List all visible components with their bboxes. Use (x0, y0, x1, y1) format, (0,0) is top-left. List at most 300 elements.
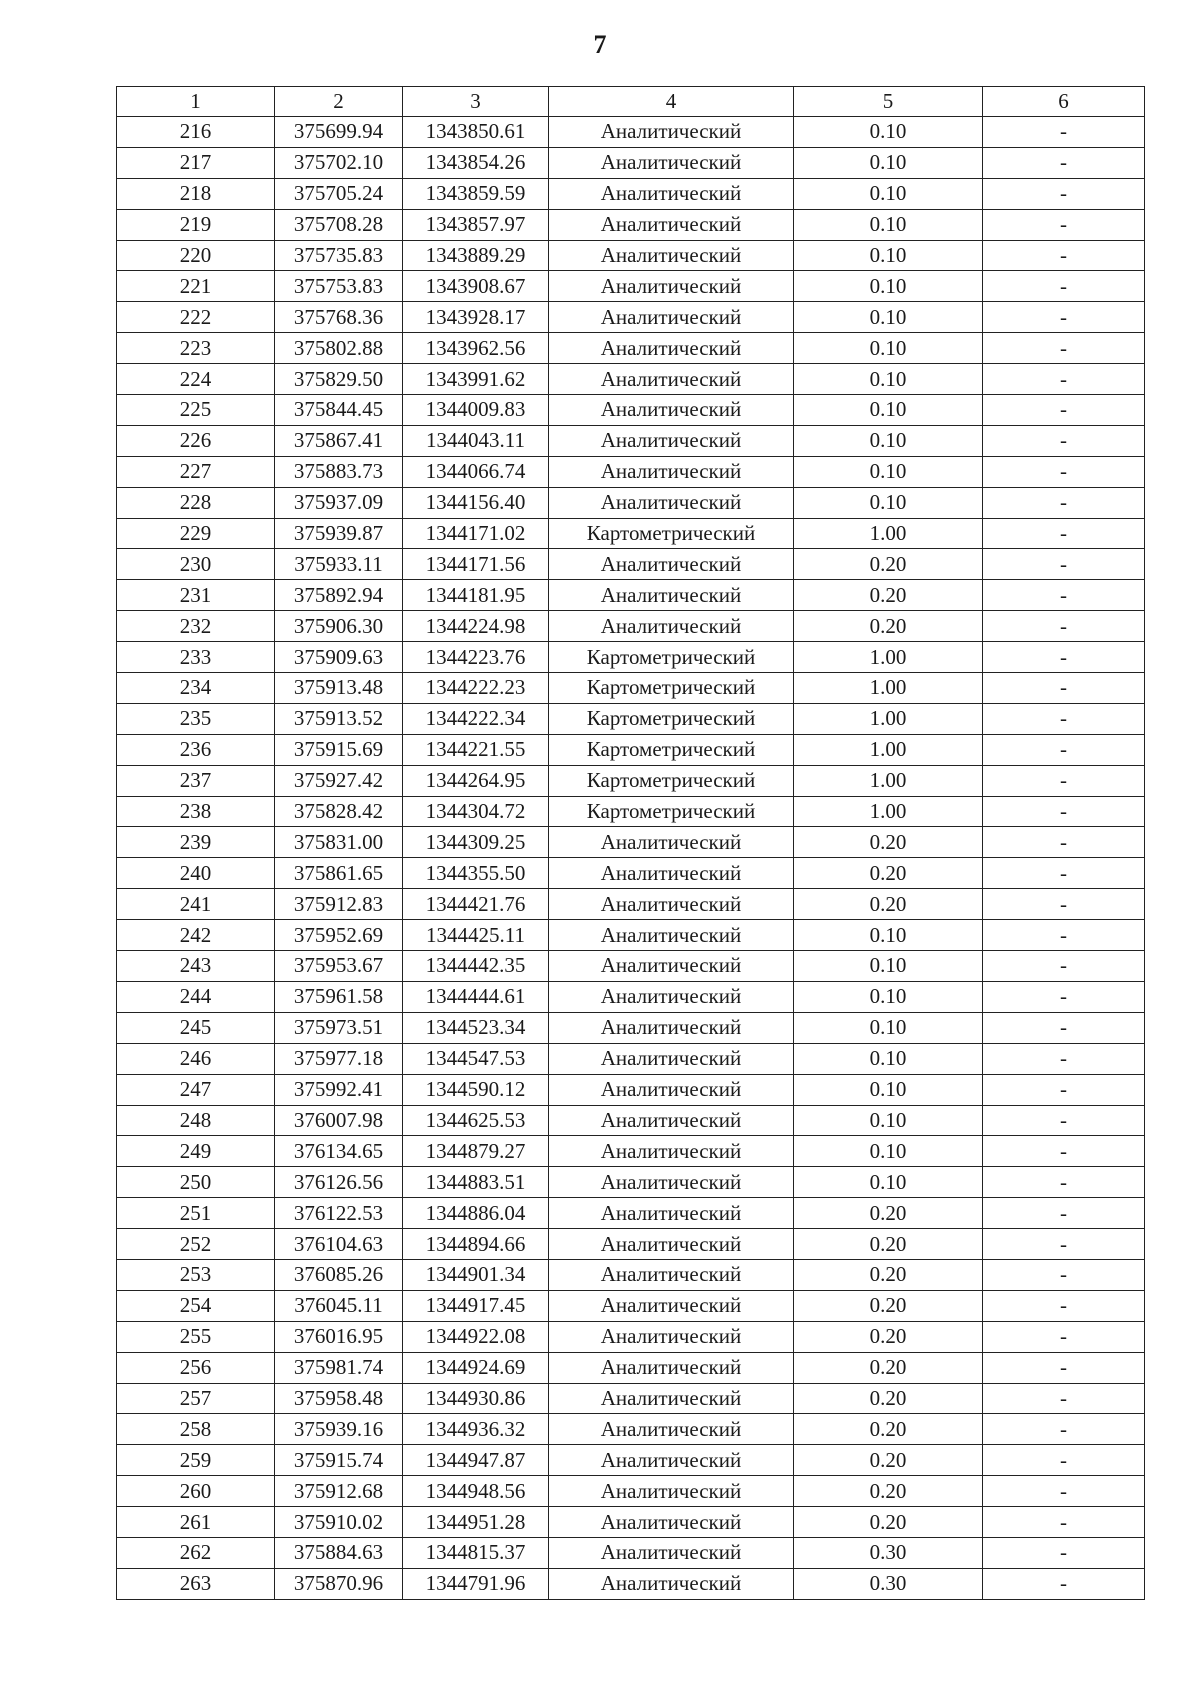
accuracy-cell: 0.10 (794, 117, 983, 148)
table-row (117, 456, 1145, 487)
table-row (117, 178, 1145, 209)
note-cell: - (983, 703, 1145, 734)
note-cell: - (983, 611, 1145, 642)
column-header-6: 6 (983, 87, 1145, 117)
method-cell: Аналитический (549, 1259, 794, 1290)
point-number-cell: 250 (117, 1167, 275, 1198)
method-cell: Аналитический (549, 1445, 794, 1476)
x-coordinate-cell: 375831.00 (275, 827, 403, 858)
note-cell: - (983, 642, 1145, 673)
y-coordinate-cell: 1344156.40 (403, 487, 549, 518)
point-number-cell: 237 (117, 765, 275, 796)
point-number-cell: 254 (117, 1290, 275, 1321)
point-number-cell: 238 (117, 796, 275, 827)
y-coordinate-cell: 1344222.34 (403, 703, 549, 734)
accuracy-cell: 0.10 (794, 487, 983, 518)
accuracy-cell: 0.20 (794, 1229, 983, 1260)
point-number-cell: 219 (117, 209, 275, 240)
x-coordinate-cell: 375961.58 (275, 981, 403, 1012)
y-coordinate-cell: 1344547.53 (403, 1043, 549, 1074)
y-coordinate-cell: 1344951.28 (403, 1507, 549, 1538)
point-number-cell: 241 (117, 889, 275, 920)
table-row (117, 1229, 1145, 1260)
column-header-4: 4 (549, 87, 794, 117)
method-cell: Аналитический (549, 1043, 794, 1074)
method-cell: Аналитический (549, 549, 794, 580)
note-cell: - (983, 827, 1145, 858)
y-coordinate-cell: 1344879.27 (403, 1136, 549, 1167)
point-number-cell: 251 (117, 1198, 275, 1229)
accuracy-cell: 1.00 (794, 673, 983, 704)
accuracy-cell: 0.20 (794, 889, 983, 920)
x-coordinate-cell: 375927.42 (275, 765, 403, 796)
accuracy-cell: 0.20 (794, 1476, 983, 1507)
accuracy-cell: 0.10 (794, 425, 983, 456)
table-row (117, 889, 1145, 920)
method-cell: Картометрический (549, 673, 794, 704)
y-coordinate-cell: 1344171.56 (403, 549, 549, 580)
accuracy-cell: 0.20 (794, 827, 983, 858)
accuracy-cell: 0.10 (794, 920, 983, 951)
method-cell: Аналитический (549, 147, 794, 178)
note-cell: - (983, 1229, 1145, 1260)
accuracy-cell: 0.20 (794, 580, 983, 611)
x-coordinate-cell: 375699.94 (275, 117, 403, 148)
point-number-cell: 223 (117, 333, 275, 364)
note-cell: - (983, 1198, 1145, 1229)
x-coordinate-cell: 375802.88 (275, 333, 403, 364)
point-number-cell: 259 (117, 1445, 275, 1476)
y-coordinate-cell: 1343854.26 (403, 147, 549, 178)
note-cell: - (983, 1568, 1145, 1599)
table-row (117, 549, 1145, 580)
accuracy-cell: 0.10 (794, 1136, 983, 1167)
point-number-cell: 248 (117, 1105, 275, 1136)
method-cell: Аналитический (549, 487, 794, 518)
y-coordinate-cell: 1344922.08 (403, 1321, 549, 1352)
y-coordinate-cell: 1344924.69 (403, 1352, 549, 1383)
method-cell: Аналитический (549, 395, 794, 426)
accuracy-cell: 0.20 (794, 1290, 983, 1321)
note-cell: - (983, 1383, 1145, 1414)
y-coordinate-cell: 1344625.53 (403, 1105, 549, 1136)
x-coordinate-cell: 375884.63 (275, 1537, 403, 1568)
table-row (117, 580, 1145, 611)
note-cell: - (983, 734, 1145, 765)
accuracy-cell: 1.00 (794, 765, 983, 796)
accuracy-cell: 0.10 (794, 1105, 983, 1136)
method-cell: Картометрический (549, 734, 794, 765)
table-row (117, 920, 1145, 951)
x-coordinate-cell: 375883.73 (275, 456, 403, 487)
method-cell: Аналитический (549, 1290, 794, 1321)
point-number-cell: 260 (117, 1476, 275, 1507)
table-row (117, 734, 1145, 765)
x-coordinate-cell: 375768.36 (275, 302, 403, 333)
table-row (117, 642, 1145, 673)
x-coordinate-cell: 375861.65 (275, 858, 403, 889)
table-row (117, 611, 1145, 642)
point-number-cell: 239 (117, 827, 275, 858)
method-cell: Картометрический (549, 796, 794, 827)
accuracy-cell: 0.10 (794, 240, 983, 271)
method-cell: Аналитический (549, 1476, 794, 1507)
accuracy-cell: 0.10 (794, 1012, 983, 1043)
method-cell: Аналитический (549, 425, 794, 456)
note-cell: - (983, 1259, 1145, 1290)
table-row (117, 981, 1145, 1012)
method-cell: Аналитический (549, 117, 794, 148)
x-coordinate-cell: 375829.50 (275, 364, 403, 395)
point-number-cell: 233 (117, 642, 275, 673)
x-coordinate-cell: 376045.11 (275, 1290, 403, 1321)
note-cell: - (983, 796, 1145, 827)
point-number-cell: 256 (117, 1352, 275, 1383)
x-coordinate-cell: 375952.69 (275, 920, 403, 951)
note-cell: - (983, 580, 1145, 611)
x-coordinate-cell: 376126.56 (275, 1167, 403, 1198)
x-coordinate-cell: 376134.65 (275, 1136, 403, 1167)
table-row (117, 117, 1145, 148)
note-cell: - (983, 1507, 1145, 1538)
point-number-cell: 222 (117, 302, 275, 333)
point-number-cell: 221 (117, 271, 275, 302)
point-number-cell: 220 (117, 240, 275, 271)
accuracy-cell: 0.20 (794, 1445, 983, 1476)
y-coordinate-cell: 1344930.86 (403, 1383, 549, 1414)
note-cell: - (983, 920, 1145, 951)
method-cell: Аналитический (549, 611, 794, 642)
point-number-cell: 224 (117, 364, 275, 395)
note-cell: - (983, 178, 1145, 209)
accuracy-cell: 0.10 (794, 364, 983, 395)
table-row (117, 1537, 1145, 1568)
method-cell: Аналитический (549, 1074, 794, 1105)
x-coordinate-cell: 375705.24 (275, 178, 403, 209)
table-body (117, 117, 1145, 1600)
method-cell: Аналитический (549, 1537, 794, 1568)
x-coordinate-cell: 376007.98 (275, 1105, 403, 1136)
accuracy-cell: 0.10 (794, 302, 983, 333)
x-coordinate-cell: 375828.42 (275, 796, 403, 827)
table-row (117, 333, 1145, 364)
note-cell: - (983, 1445, 1145, 1476)
point-number-cell: 247 (117, 1074, 275, 1105)
accuracy-cell: 0.20 (794, 611, 983, 642)
x-coordinate-cell: 375981.74 (275, 1352, 403, 1383)
accuracy-cell: 0.20 (794, 1414, 983, 1445)
method-cell: Аналитический (549, 1136, 794, 1167)
y-coordinate-cell: 1343859.59 (403, 178, 549, 209)
point-number-cell: 255 (117, 1321, 275, 1352)
table-row (117, 240, 1145, 271)
x-coordinate-cell: 375977.18 (275, 1043, 403, 1074)
method-cell: Аналитический (549, 1321, 794, 1352)
x-coordinate-cell: 375735.83 (275, 240, 403, 271)
x-coordinate-cell: 375939.87 (275, 518, 403, 549)
table-row (117, 951, 1145, 982)
column-header-3: 3 (403, 87, 549, 117)
column-header-2: 2 (275, 87, 403, 117)
note-cell: - (983, 1290, 1145, 1321)
note-cell: - (983, 395, 1145, 426)
x-coordinate-cell: 375753.83 (275, 271, 403, 302)
y-coordinate-cell: 1344421.76 (403, 889, 549, 920)
y-coordinate-cell: 1344815.37 (403, 1537, 549, 1568)
x-coordinate-cell: 375906.30 (275, 611, 403, 642)
method-cell: Аналитический (549, 1198, 794, 1229)
method-cell: Аналитический (549, 302, 794, 333)
method-cell: Аналитический (549, 920, 794, 951)
note-cell: - (983, 271, 1145, 302)
table-row (117, 827, 1145, 858)
x-coordinate-cell: 375844.45 (275, 395, 403, 426)
point-number-cell: 244 (117, 981, 275, 1012)
accuracy-cell: 0.10 (794, 1043, 983, 1074)
x-coordinate-cell: 375910.02 (275, 1507, 403, 1538)
table-row (117, 487, 1145, 518)
note-cell: - (983, 981, 1145, 1012)
method-cell: Картометрический (549, 765, 794, 796)
table-row (117, 796, 1145, 827)
table-row (117, 673, 1145, 704)
note-cell: - (983, 1321, 1145, 1352)
table-row (117, 1414, 1145, 1445)
point-number-cell: 227 (117, 456, 275, 487)
y-coordinate-cell: 1344886.04 (403, 1198, 549, 1229)
y-coordinate-cell: 1344523.34 (403, 1012, 549, 1043)
x-coordinate-cell: 376122.53 (275, 1198, 403, 1229)
y-coordinate-cell: 1344883.51 (403, 1167, 549, 1198)
note-cell: - (983, 333, 1145, 364)
y-coordinate-cell: 1344791.96 (403, 1568, 549, 1599)
x-coordinate-cell: 375913.52 (275, 703, 403, 734)
note-cell: - (983, 1012, 1145, 1043)
method-cell: Аналитический (549, 1352, 794, 1383)
point-number-cell: 249 (117, 1136, 275, 1167)
table-row (117, 1105, 1145, 1136)
accuracy-cell: 0.30 (794, 1537, 983, 1568)
x-coordinate-cell: 375909.63 (275, 642, 403, 673)
method-cell: Аналитический (549, 827, 794, 858)
y-coordinate-cell: 1344425.11 (403, 920, 549, 951)
point-number-cell: 257 (117, 1383, 275, 1414)
accuracy-cell: 0.10 (794, 1167, 983, 1198)
note-cell: - (983, 425, 1145, 456)
accuracy-cell: 0.10 (794, 1074, 983, 1105)
method-cell: Аналитический (549, 580, 794, 611)
x-coordinate-cell: 375937.09 (275, 487, 403, 518)
table-row (117, 1136, 1145, 1167)
table-row (117, 765, 1145, 796)
x-coordinate-cell: 375912.68 (275, 1476, 403, 1507)
accuracy-cell: 0.20 (794, 1321, 983, 1352)
table-row (117, 1568, 1145, 1599)
y-coordinate-cell: 1344222.23 (403, 673, 549, 704)
note-cell: - (983, 518, 1145, 549)
table-row (117, 1290, 1145, 1321)
accuracy-cell: 0.10 (794, 271, 983, 302)
table-header-row (117, 87, 1145, 117)
method-cell: Аналитический (549, 178, 794, 209)
accuracy-cell: 0.20 (794, 858, 983, 889)
accuracy-cell: 0.20 (794, 1383, 983, 1414)
accuracy-cell: 1.00 (794, 703, 983, 734)
note-cell: - (983, 858, 1145, 889)
note-cell: - (983, 147, 1145, 178)
accuracy-cell: 0.20 (794, 1259, 983, 1290)
method-cell: Аналитический (549, 1383, 794, 1414)
point-number-cell: 252 (117, 1229, 275, 1260)
x-coordinate-cell: 375915.69 (275, 734, 403, 765)
point-number-cell: 262 (117, 1537, 275, 1568)
method-cell: Картометрический (549, 703, 794, 734)
accuracy-cell: 0.20 (794, 549, 983, 580)
x-coordinate-cell: 375973.51 (275, 1012, 403, 1043)
point-number-cell: 228 (117, 487, 275, 518)
method-cell: Аналитический (549, 1167, 794, 1198)
method-cell: Картометрический (549, 642, 794, 673)
note-cell: - (983, 1136, 1145, 1167)
method-cell: Аналитический (549, 1105, 794, 1136)
y-coordinate-cell: 1344009.83 (403, 395, 549, 426)
table-row (117, 1074, 1145, 1105)
point-number-cell: 235 (117, 703, 275, 734)
table-row (117, 1198, 1145, 1229)
note-cell: - (983, 1074, 1145, 1105)
x-coordinate-cell: 375992.41 (275, 1074, 403, 1105)
y-coordinate-cell: 1344181.95 (403, 580, 549, 611)
method-cell: Аналитический (549, 209, 794, 240)
x-coordinate-cell: 375870.96 (275, 1568, 403, 1599)
y-coordinate-cell: 1343889.29 (403, 240, 549, 271)
method-cell: Аналитический (549, 240, 794, 271)
table-row (117, 1476, 1145, 1507)
note-cell: - (983, 1167, 1145, 1198)
x-coordinate-cell: 375953.67 (275, 951, 403, 982)
y-coordinate-cell: 1344947.87 (403, 1445, 549, 1476)
method-cell: Аналитический (549, 333, 794, 364)
table-row (117, 703, 1145, 734)
accuracy-cell: 1.00 (794, 734, 983, 765)
x-coordinate-cell: 375702.10 (275, 147, 403, 178)
y-coordinate-cell: 1344171.02 (403, 518, 549, 549)
y-coordinate-cell: 1344355.50 (403, 858, 549, 889)
point-number-cell: 245 (117, 1012, 275, 1043)
accuracy-cell: 0.10 (794, 951, 983, 982)
accuracy-cell: 0.30 (794, 1568, 983, 1599)
y-coordinate-cell: 1344066.74 (403, 456, 549, 487)
y-coordinate-cell: 1344043.11 (403, 425, 549, 456)
y-coordinate-cell: 1344948.56 (403, 1476, 549, 1507)
method-cell: Аналитический (549, 889, 794, 920)
y-coordinate-cell: 1344309.25 (403, 827, 549, 858)
point-number-cell: 216 (117, 117, 275, 148)
note-cell: - (983, 765, 1145, 796)
note-cell: - (983, 302, 1145, 333)
accuracy-cell: 1.00 (794, 796, 983, 827)
x-coordinate-cell: 376016.95 (275, 1321, 403, 1352)
method-cell: Аналитический (549, 364, 794, 395)
note-cell: - (983, 673, 1145, 704)
y-coordinate-cell: 1343928.17 (403, 302, 549, 333)
note-cell: - (983, 1352, 1145, 1383)
method-cell: Аналитический (549, 858, 794, 889)
note-cell: - (983, 889, 1145, 920)
table-row (117, 1043, 1145, 1074)
table-row (117, 271, 1145, 302)
method-cell: Аналитический (549, 1012, 794, 1043)
method-cell: Аналитический (549, 981, 794, 1012)
accuracy-cell: 0.20 (794, 1352, 983, 1383)
point-number-cell: 226 (117, 425, 275, 456)
accuracy-cell: 0.10 (794, 456, 983, 487)
x-coordinate-cell: 376104.63 (275, 1229, 403, 1260)
point-number-cell: 230 (117, 549, 275, 580)
table-row (117, 147, 1145, 178)
y-coordinate-cell: 1343857.97 (403, 209, 549, 240)
point-number-cell: 232 (117, 611, 275, 642)
x-coordinate-cell: 375915.74 (275, 1445, 403, 1476)
method-cell: Аналитический (549, 1507, 794, 1538)
table-row (117, 395, 1145, 426)
note-cell: - (983, 1043, 1145, 1074)
point-number-cell: 243 (117, 951, 275, 982)
y-coordinate-cell: 1344304.72 (403, 796, 549, 827)
y-coordinate-cell: 1343850.61 (403, 117, 549, 148)
note-cell: - (983, 549, 1145, 580)
accuracy-cell: 0.10 (794, 147, 983, 178)
y-coordinate-cell: 1343991.62 (403, 364, 549, 395)
table-row (117, 858, 1145, 889)
point-number-cell: 240 (117, 858, 275, 889)
method-cell: Аналитический (549, 1414, 794, 1445)
note-cell: - (983, 456, 1145, 487)
x-coordinate-cell: 375958.48 (275, 1383, 403, 1414)
accuracy-cell: 0.10 (794, 981, 983, 1012)
y-coordinate-cell: 1343908.67 (403, 271, 549, 302)
method-cell: Аналитический (549, 1229, 794, 1260)
table-row (117, 364, 1145, 395)
y-coordinate-cell: 1344444.61 (403, 981, 549, 1012)
point-number-cell: 236 (117, 734, 275, 765)
note-cell: - (983, 240, 1145, 271)
table-row (117, 1507, 1145, 1538)
column-header-5: 5 (794, 87, 983, 117)
method-cell: Аналитический (549, 271, 794, 302)
note-cell: - (983, 1537, 1145, 1568)
table-row (117, 209, 1145, 240)
point-number-cell: 261 (117, 1507, 275, 1538)
y-coordinate-cell: 1344917.45 (403, 1290, 549, 1321)
y-coordinate-cell: 1344223.76 (403, 642, 549, 673)
point-number-cell: 218 (117, 178, 275, 209)
accuracy-cell: 0.20 (794, 1507, 983, 1538)
column-header-1: 1 (117, 87, 275, 117)
note-cell: - (983, 487, 1145, 518)
y-coordinate-cell: 1344936.32 (403, 1414, 549, 1445)
y-coordinate-cell: 1344901.34 (403, 1259, 549, 1290)
accuracy-cell: 0.10 (794, 178, 983, 209)
y-coordinate-cell: 1344264.95 (403, 765, 549, 796)
method-cell: Аналитический (549, 456, 794, 487)
accuracy-cell: 0.20 (794, 1198, 983, 1229)
table-row (117, 1352, 1145, 1383)
page-number: 7 (593, 30, 607, 59)
x-coordinate-cell: 375912.83 (275, 889, 403, 920)
note-cell: - (983, 117, 1145, 148)
x-coordinate-cell: 375939.16 (275, 1414, 403, 1445)
